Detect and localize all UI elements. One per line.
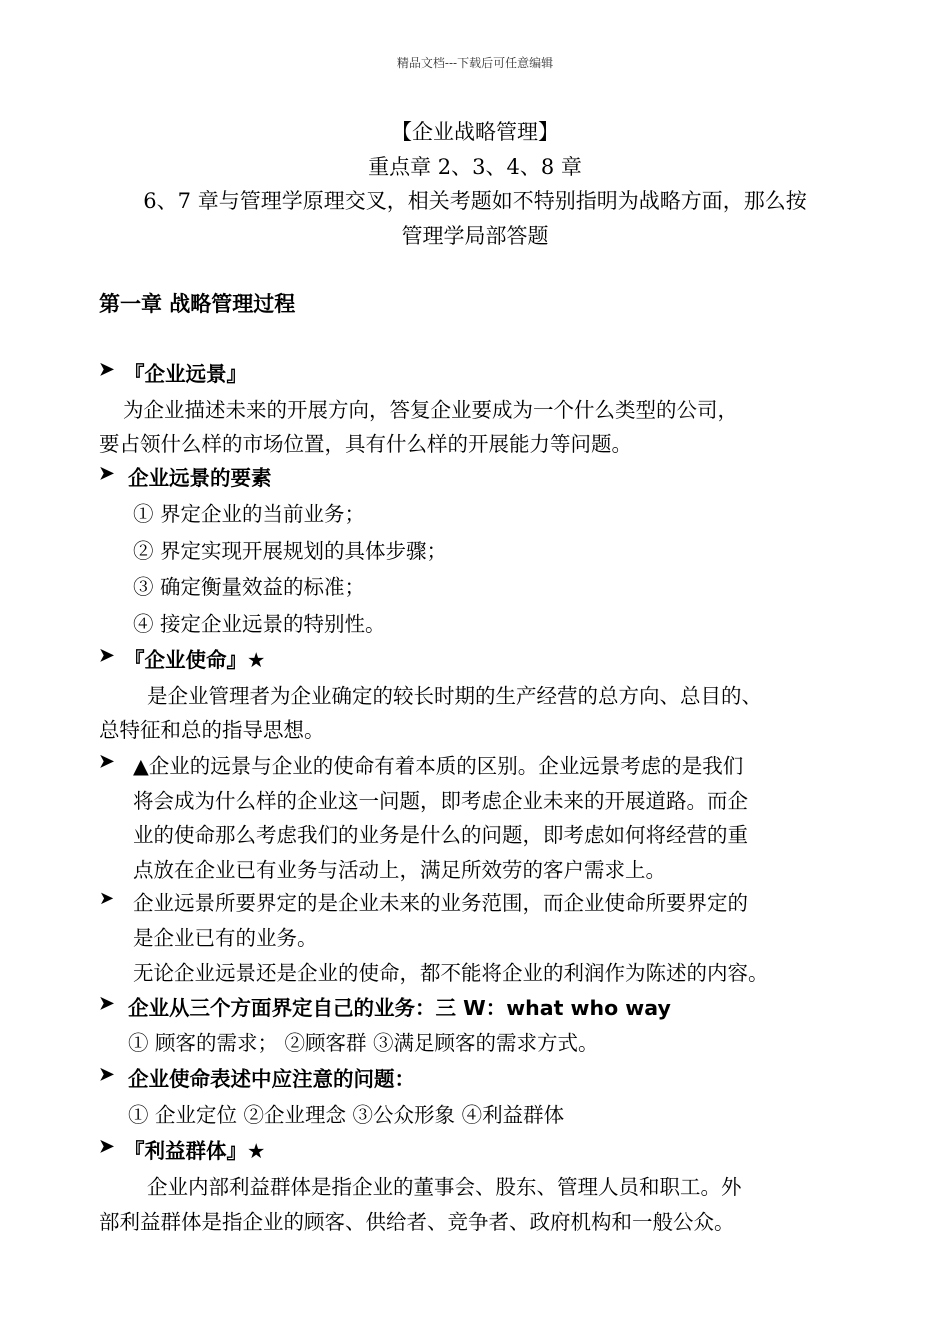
arrow-bullet-icon: ➤ [99,751,115,772]
vision-text-line1: 为企业描述未来的开展方向，答复企业要成为一个什么类型的公司， [123,398,738,422]
mission-text-line2: 总特征和总的指导思想。 [99,718,325,742]
three-w-heading: 企业从三个方面界定自己的业务：三 W：what who way [128,996,671,1020]
mission-heading: 『企业使命』★ [124,648,266,672]
stakeholders-text-line1: 企业内部利益群体是指企业的董事会、股东、管理人员和职工。外 [147,1175,742,1199]
difference-line2: 将会成为什么样的企业这一问题，即考虑企业未来的开展道路。而企 [133,789,748,813]
doc-subtitle: 重点章 2、3、4、8 章 [368,155,582,179]
arrow-bullet-icon: ➤ [99,993,115,1014]
stakeholders-heading: 『利益群体』★ [124,1139,266,1163]
doc-note-line2: 管理学局部答题 [401,224,549,248]
arrow-bullet-icon: ➤ [99,1136,115,1157]
difference-line3: 业的使命那么考虑我们的业务是什么的问题，即考虑如何将经营的重 [133,823,748,847]
scope-line1: 企业远景所要界定的是企业未来的业务范围，而企业使命所要界定的 [133,891,748,915]
elements-heading: 企业远景的要素 [128,466,272,490]
chapter-heading: 第一章 战略管理过程 [99,292,296,316]
scope-line2: 是企业已有的业务。 [133,926,318,950]
page-header: 精品文档---下载后可任意编辑 [396,56,554,70]
difference-line1: ▲企业的远景与企业的使命有着本质的区别。企业远景考虑的是我们 [133,754,744,778]
list-item: ④ 接定企业远景的特别性。 [133,612,386,636]
difference-line4: 点放在企业已有业务与活动上，满足所效劳的客户需求上。 [133,858,666,882]
notes-heading: 企业使命表述中应注意的问题： [128,1067,415,1091]
list-item: ① 界定企业的当前业务； [133,502,366,526]
vision-heading: 『企业远景』 [124,362,247,386]
notes-items: ① 企业定位 ②企业理念 ③公众形象 ④利益群体 [128,1103,565,1127]
vision-text-line2: 要占领什么样的市场位置，具有什么样的开展能力等问题。 [99,432,632,456]
arrow-bullet-icon: ➤ [99,645,115,666]
list-item: ② 界定实现开展规划的具体步骤； [133,539,448,563]
doc-title: 【企业战略管理】 [391,120,559,144]
arrow-bullet-icon: ➤ [99,1064,115,1085]
three-w-items: ① 顾客的需求； ②顾客群 ③满足顾客的需求方式。 [128,1031,599,1055]
doc-note-line1: 6、7 章与管理学原理交叉，相关考题如不特别指明为战略方面，那么按 [143,189,807,213]
mission-text-line1: 是企业管理者为企业确定的较长时期的生产经营的总方向、总目的、 [147,684,762,708]
arrow-bullet-icon: ➤ [99,359,115,380]
arrow-bullet-icon: ➤ [99,463,115,484]
stakeholders-text-line2: 部利益群体是指企业的顾客、供给者、竞争者、政府机构和一般公众。 [99,1210,735,1234]
list-item: ③ 确定衡量效益的标准； [133,575,366,599]
scope-line3: 无论企业远景还是企业的使命，都不能将企业的利润作为陈述的内容。 [133,961,769,985]
arrow-bullet-icon: ➤ [99,888,115,909]
